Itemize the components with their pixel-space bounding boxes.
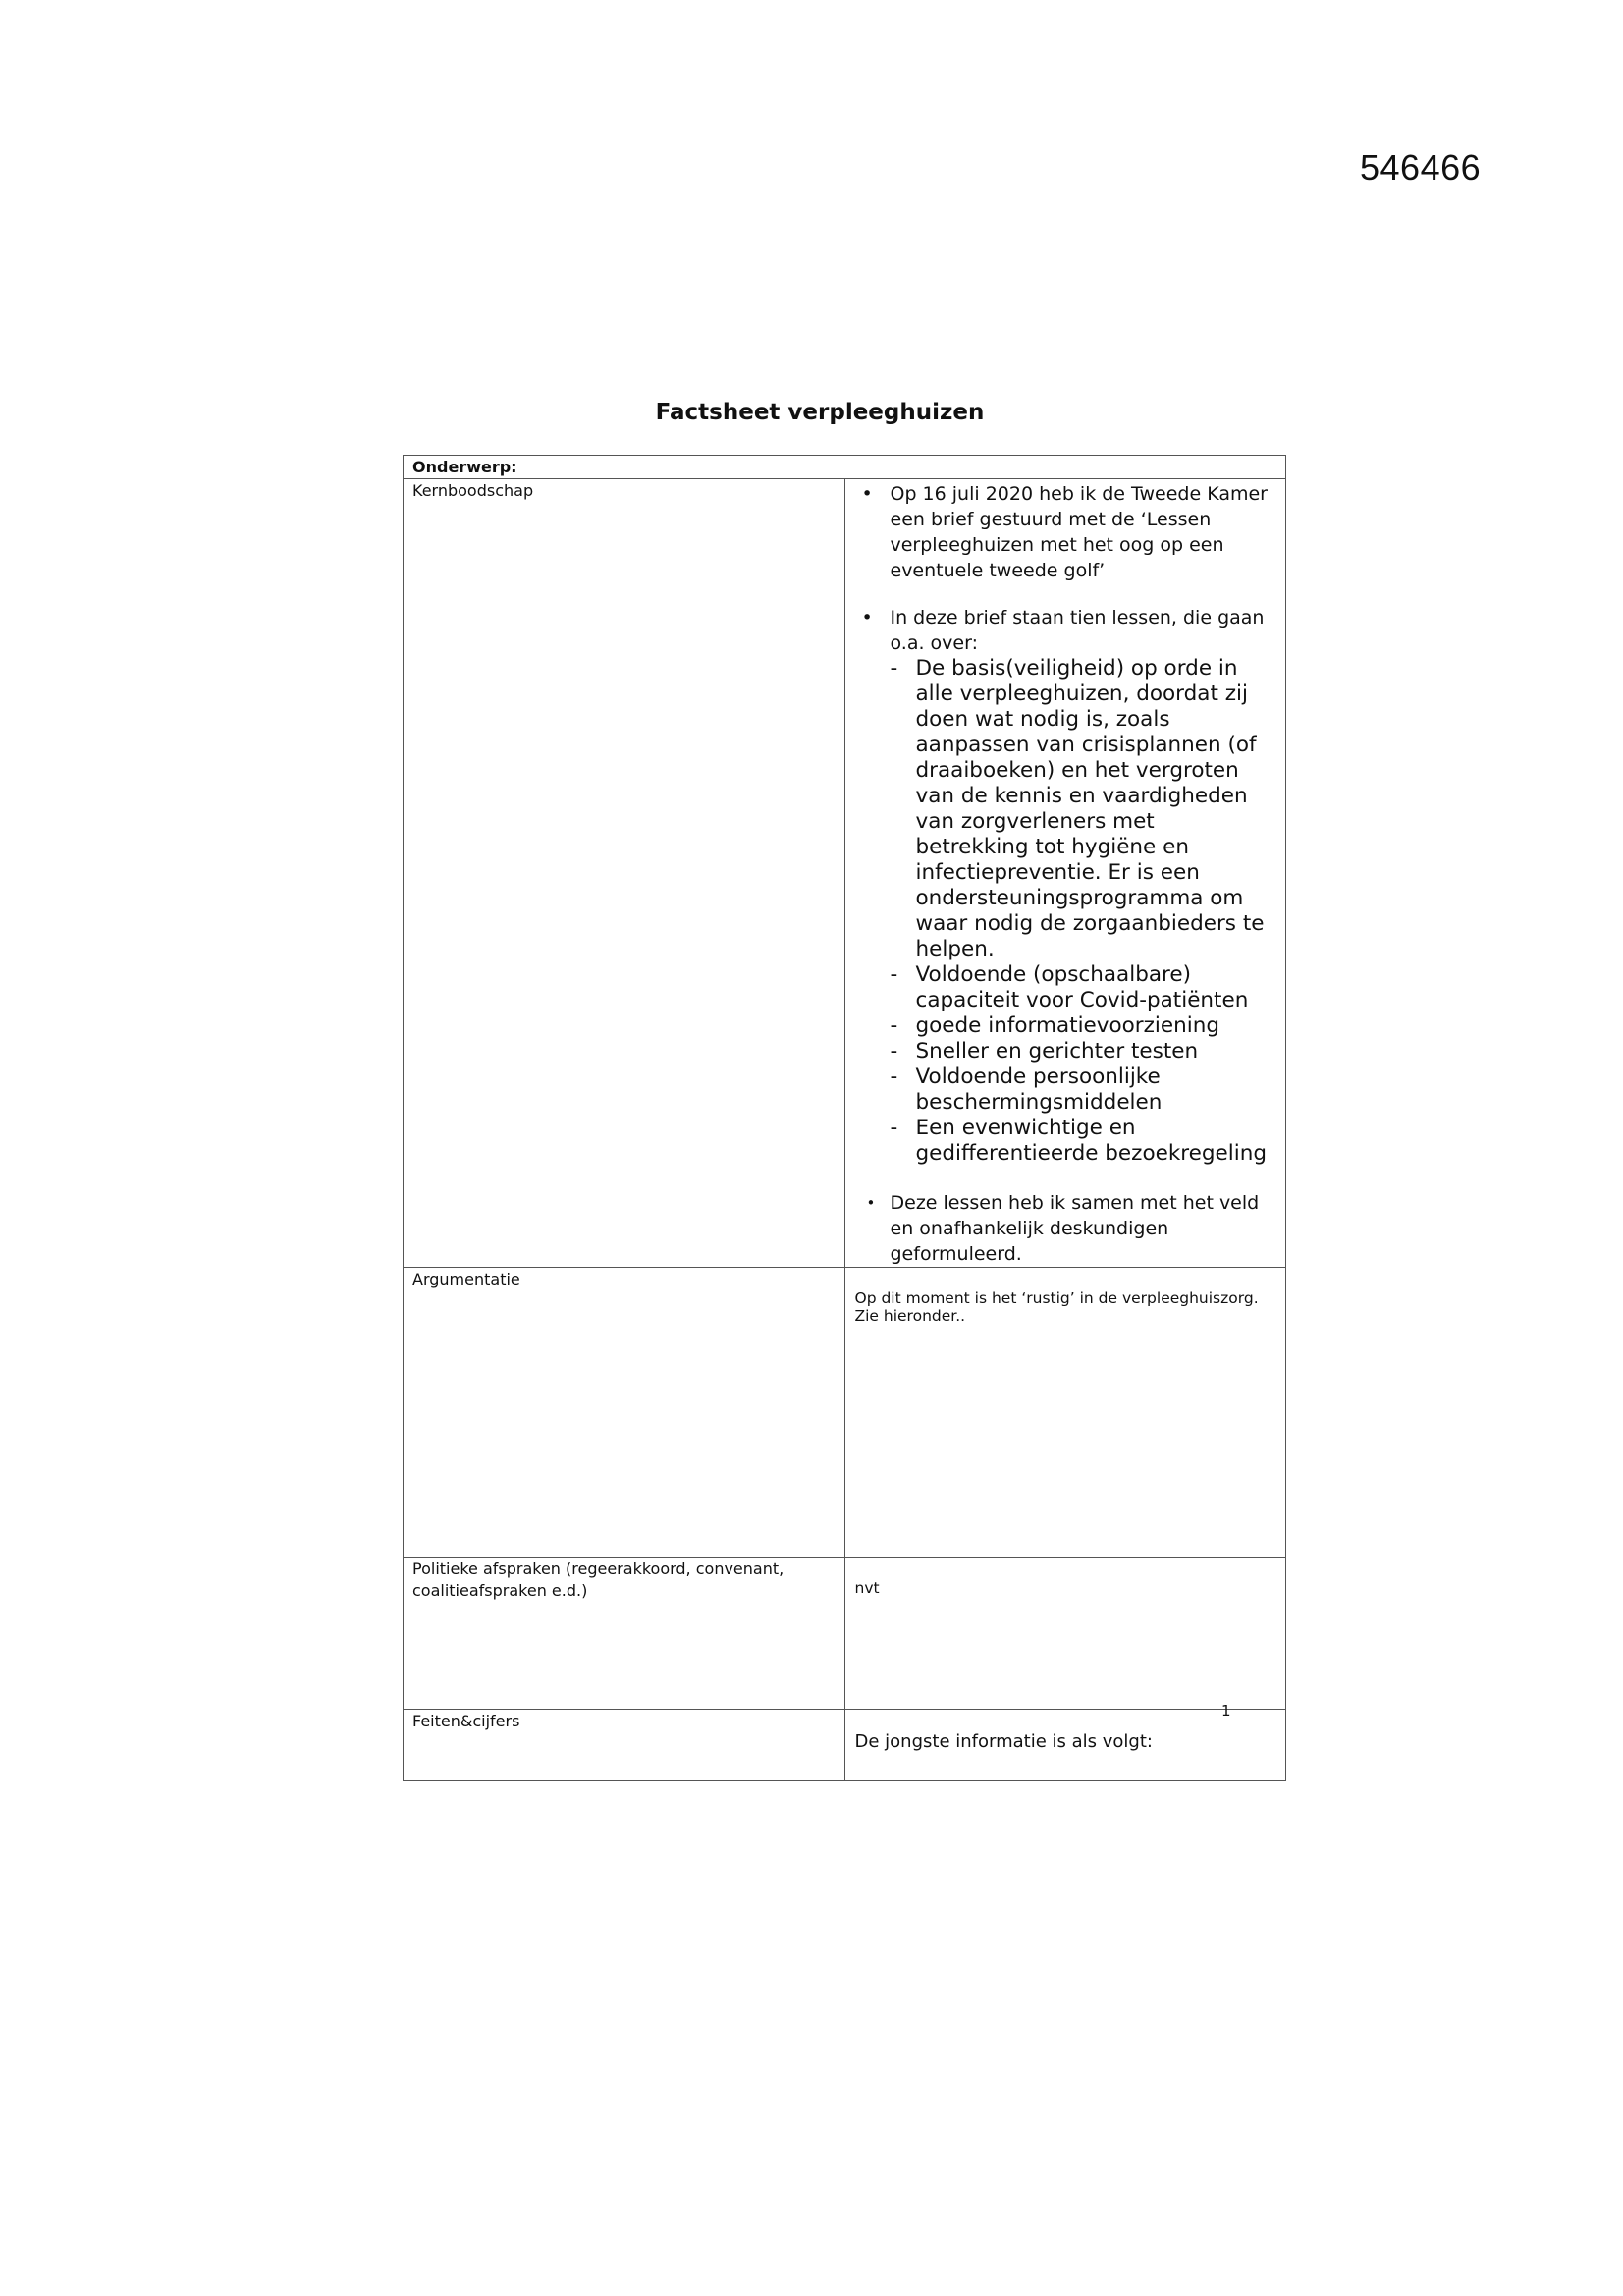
argumentatie-text: Op dit moment is het ‘rustig’ in de verpleeghuiszorg. Zie hieronder.. [854, 1289, 1259, 1325]
table-header-row [404, 456, 1286, 479]
politieke-row [404, 1558, 1286, 1710]
page-title: Factsheet verpleeghuizen [655, 400, 985, 425]
list-item: - De basis(veiligheid) op orde in alle verpleeghuizen, doordat zij doen wat nodig is, zoals aanpassen van crisisplannen (of draaiboeken) en het vergroten van de kennis en vaardigheden van zorgverleners met betrekking tot hygiëne en infectiepreventie. Er is een ondersteuningsprogramma om waar nodig de zorgaanbieders te helpen. [890, 656, 1265, 961]
argumentatie-label: Argumentatie [404, 1268, 845, 1558]
feiten-cell [844, 1710, 1286, 1781]
list-item: - Voldoende (opschaalbare) capaciteit voor Covid-patiënten [890, 962, 1249, 1012]
argumentatie-row [404, 1268, 1286, 1558]
onderwerp-header: Onderwerp: [404, 456, 1286, 479]
list-item: - Voldoende persoonlijke beschermingsmiddelen [890, 1065, 1163, 1115]
bullet-icon: • [861, 607, 873, 629]
list-item: - goede informatievoorziening [890, 1013, 1220, 1038]
page-number: 1 [1221, 1702, 1231, 1720]
lesson-text: Een evenwichtige en gedifferentieerde bezoekregeling [915, 1116, 1267, 1166]
list-item: - Sneller en gerichter testen [890, 1039, 1199, 1064]
kernboodschap-row [404, 479, 1286, 1268]
lessons-list [891, 656, 1274, 1167]
list-item [855, 605, 1274, 656]
lesson-text: Sneller en gerichter testen [915, 1039, 1199, 1064]
document-number: 546466 [1360, 147, 1482, 188]
lesson-text: Voldoende (opschaalbare) capaciteit voor Covid-patiënten [915, 962, 1249, 1012]
bullet-icon: • [861, 483, 873, 505]
lesson-text: goede informatievoorziening [915, 1013, 1220, 1038]
bullet-icon: • [866, 1194, 876, 1212]
list-item [867, 1190, 1274, 1267]
list-item [855, 481, 1274, 583]
kernboodschap-label: Kernboodschap [404, 479, 845, 1268]
kernboodschap-bullet-2: In deze brief staan tien lessen, die gaan o.a. over: [890, 607, 1265, 654]
kernboodschap-bullet-3: Deze lessen heb ik samen met het veld en onafhankelijk deskundigen geformuleerd. [890, 1192, 1260, 1265]
argumentatie-cell [844, 1268, 1286, 1558]
list-item: - Een evenwichtige en gedifferentieerde bezoekregeling [890, 1116, 1267, 1166]
feiten-label: Feiten&cijfers [404, 1710, 845, 1781]
politieke-text: nvt [854, 1579, 880, 1597]
politieke-cell [844, 1558, 1286, 1710]
feiten-text: De jongste informatie is als volgt: [854, 1731, 1153, 1752]
kernboodschap-cell [844, 479, 1286, 1268]
politieke-label: Politieke afspraken (regeerakkoord, convenant, coalitieafspraken e.d.) [404, 1558, 845, 1710]
lesson-text: De basis(veiligheid) op orde in alle verpleeghuizen, doordat zij doen wat nodig is, zoals aanpassen van crisisplannen (of draaiboeken) en het vergroten van de kennis en vaardigheden van zorgverleners met betrekking tot hygiëne en infectiepreventie. Er is een ondersteuningsprogramma om waar nodig de zorgaanbieders te helpen. [915, 656, 1265, 961]
lesson-text: Voldoende persoonlijke beschermingsmiddelen [915, 1065, 1163, 1115]
feiten-row [404, 1710, 1286, 1781]
kernboodschap-bullet-1: Op 16 juli 2020 heb ik de Tweede Kamer een brief gestuurd met de ‘Lessen verpleeghuizen met het oog op een eventuele tweede golf’ [890, 483, 1268, 581]
factsheet-table [403, 455, 1286, 1781]
